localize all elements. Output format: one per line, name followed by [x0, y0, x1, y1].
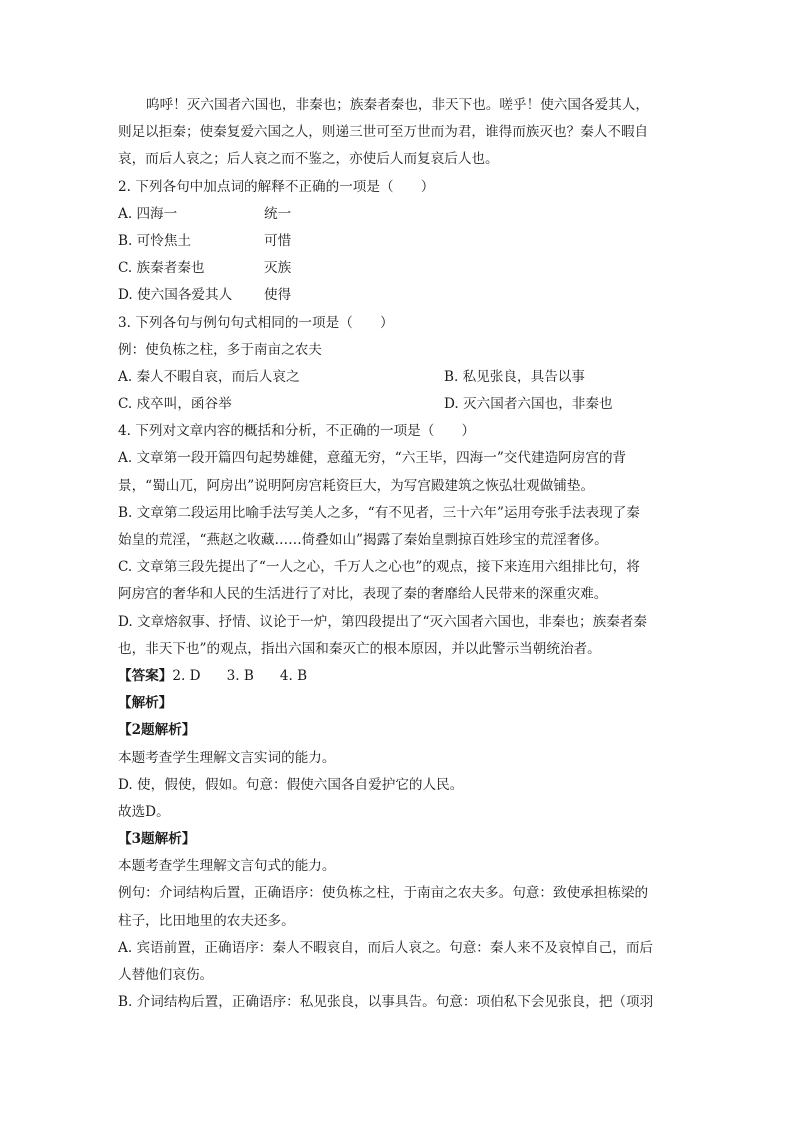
option-meaning: 可惜 [264, 232, 292, 249]
analysis-line: B. 介词结构后置，正确语序：私见张良，以事具告。句意：项伯私下会见张良，把（项羽 [118, 994, 654, 1011]
q3-option-b: B. 私见张良，具告以事 [444, 368, 585, 385]
question-2-stem: 2. 下列各句中加点词的解释不正确的一项是（ ） [118, 178, 435, 195]
q4-option-line: 始皇的荒淫，“燕赵之收藏……倚叠如山”揭露了秦始皇剽掠百姓珍宝的荒淫奢侈。 [118, 532, 608, 548]
option-term: B. 可怜焦土 [118, 232, 192, 249]
answer-tag: 【答案】 [118, 667, 173, 684]
analysis-line: D. 使，假使，假如。句意：假使六国各自爱护它的人民。 [118, 776, 464, 793]
q4-option-line: D. 文章熔叙事、抒情、议论于一炉，第四段提出了“灭六国者六国也，非秦也；族秦者秦 [118, 613, 647, 630]
q4-option-line: 景，“蜀山兀，阿房出”说明阿房宫耗资巨大，为写宫殿建筑之恢弘壮观做铺垫。 [118, 477, 595, 494]
answer-item: 3. B [226, 667, 254, 684]
q3-option-a: A. 秦人不暇自哀，而后人哀之 [118, 368, 300, 385]
q2-option-d [118, 282, 674, 309]
question-3-example: 例：使负栋之柱，多于南亩之农夫 [118, 341, 322, 358]
q3-option-c: C. 戍卒叫，函谷举 [118, 396, 232, 413]
option-meaning: 灭族 [264, 260, 292, 277]
q3-analysis-tag: 【3题解析】 [118, 831, 196, 848]
question-4-stem: 4. 下列对文章内容的概括和分析，不正确的一项是（ ） [118, 423, 476, 440]
analysis-line: 本题考查学生理解文言实词的能力。 [118, 749, 336, 766]
q2-option-c [118, 255, 674, 282]
analysis-line: 柱子，比田地里的农夫还多。 [118, 912, 295, 929]
q4-option-line: 阿房宫的奢华和人民的生活进行了对比，表现了秦的奢靡给人民带来的深重灾难。 [118, 586, 608, 603]
question-3-stem: 3. 下列各句与例句句式相同的一项是（ ） [118, 314, 394, 331]
analysis-line: 故选D。 [118, 803, 170, 820]
analysis-line: 本题考查学生理解文言句式的能力。 [118, 858, 336, 875]
q3-options-row [118, 391, 674, 418]
answer-item: 4. B [279, 667, 308, 684]
analysis-line: 例句：介词结构后置，正确语序：使负栋之柱，于南亩之农夫多。句意：致使承担栋梁的 [118, 885, 649, 902]
answer-line [118, 663, 674, 690]
option-term: D. 使六国各爱其人 [118, 287, 233, 304]
passage-line: 呜呼！灭六国者六国也，非秦也；族秦者秦也，非天下也。嗟乎！使六国各爱其人， [146, 97, 649, 113]
q2-analysis-tag: 【2题解析】 [118, 722, 196, 739]
passage-line: 则足以拒秦；使秦复爱六国之人，则递三世可至万世而为君，谁得而族灭也？秦人不暇自 [118, 124, 649, 141]
option-term: A. 四海一 [118, 205, 178, 222]
option-meaning: 统一 [264, 205, 292, 222]
analysis-line: A. 宾语前置，正确语序：秦人不暇哀自，而后人哀之。句意：秦人来不及哀悼自己，而后 [118, 939, 654, 956]
answer-item: 2. D [172, 667, 201, 684]
q4-option-line: B. 文章第二段运用比喻手法写美人之多，“有不见者，三十六年”运用夸张手法表现了秦 [118, 504, 640, 521]
passage-line: 哀，而后人哀之；后人哀之而不鉴之，亦使后人而复哀后人也。 [118, 151, 499, 168]
q3-options-row [118, 364, 674, 391]
q3-option-d: D. 灭六国者六国也，非秦也 [444, 396, 613, 413]
option-term: C. 族秦者秦也 [118, 260, 205, 277]
q2-option-a [118, 201, 674, 228]
q2-option-b [118, 228, 674, 255]
q4-option-line: C. 文章第三段先提出了“一人之心，千万人之心也”的观点，接下来连用六组排比句，将 [118, 559, 640, 576]
q4-option-line: 也，非天下也”的观点，指出六国和秦灭亡的根本原因，并以此警示当朝统治者。 [118, 640, 601, 657]
analysis-line: 人替他们哀伤。 [118, 967, 214, 983]
document-content [118, 92, 674, 1016]
q4-option-line: A. 文章第一段开篇四句起势雄健，意蕴无穷，“六王毕，四海一”交代建造阿房宫的背 [118, 450, 627, 467]
analysis-tag: 【解析】 [118, 695, 173, 712]
option-meaning: 使得 [264, 287, 292, 304]
